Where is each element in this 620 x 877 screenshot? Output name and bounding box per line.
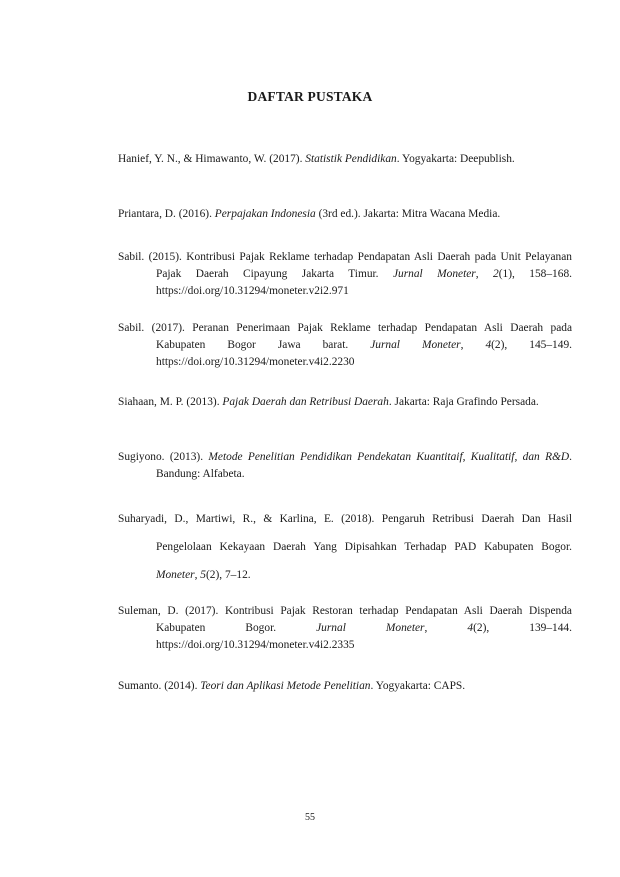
reference-entry: Suharyadi, D., Martiwi, R., & Karlina, E. (2018). Pengaruh Retribusi Daerah Dan Hasil Pengelolaan Kekayaan Daerah Yang Dipisahkan Terhadap PAD Kabupaten Bogor. Moneter, 5(2), 7–12. — [118, 513, 572, 581]
reference-entry: Siahaan, M. P. (2013). Pajak Daerah dan Retribusi Daerah. Jakarta: Raja Grafindo Persada. — [118, 396, 539, 408]
page-title: DAFTAR PUSTAKA — [247, 89, 373, 104]
reference-entry: Sabil. (2017). Peranan Penerimaan Pajak Reklame terhadap Pendapatan Asli Daerah pada Kabupaten Bogor Jawa barat. Jurnal Moneter, 4(2), 145–149. https://doi.org/10.31294/moneter.v4i2.2230 — [118, 322, 572, 368]
reference-entry: Hanief, Y. N., & Himawanto, W. (2017). Statistik Pendidikan. Yogyakarta: Deepublish. — [118, 153, 515, 165]
reference-entry: Suleman, D. (2017). Kontribusi Pajak Restoran terhadap Pendapatan Asli Daerah Dispenda Kabupaten Bogor. Jurnal Moneter, 4(2), 139–144. https://doi.org/10.31294/moneter.v4i2.2335 — [118, 605, 572, 651]
reference-entry: Sumanto. (2014). Teori dan Aplikasi Metode Penelitian. Yogyakarta: CAPS. — [118, 680, 466, 692]
reference-entry: Sabil. (2015). Kontribusi Pajak Reklame terhadap Pendapatan Asli Daerah pada Unit Pelayanan Pajak Daerah Cipayung Jakarta Timur. Jurnal Moneter, 2(1), 158–168. https://doi.org/10.31294/moneter.v2i2.971 — [118, 251, 572, 297]
page-number: 55 — [305, 812, 315, 823]
reference-entry: Priantara, D. (2016). Perpajakan Indonesia (3rd ed.). Jakarta: Mitra Wacana Media. — [118, 208, 501, 220]
reference-entry: Sugiyono. (2013). Metode Penelitian Pendidikan Pendekatan Kuantitaif, Kualitatif, dan R&D. Bandung: Alfabeta. — [118, 451, 572, 480]
